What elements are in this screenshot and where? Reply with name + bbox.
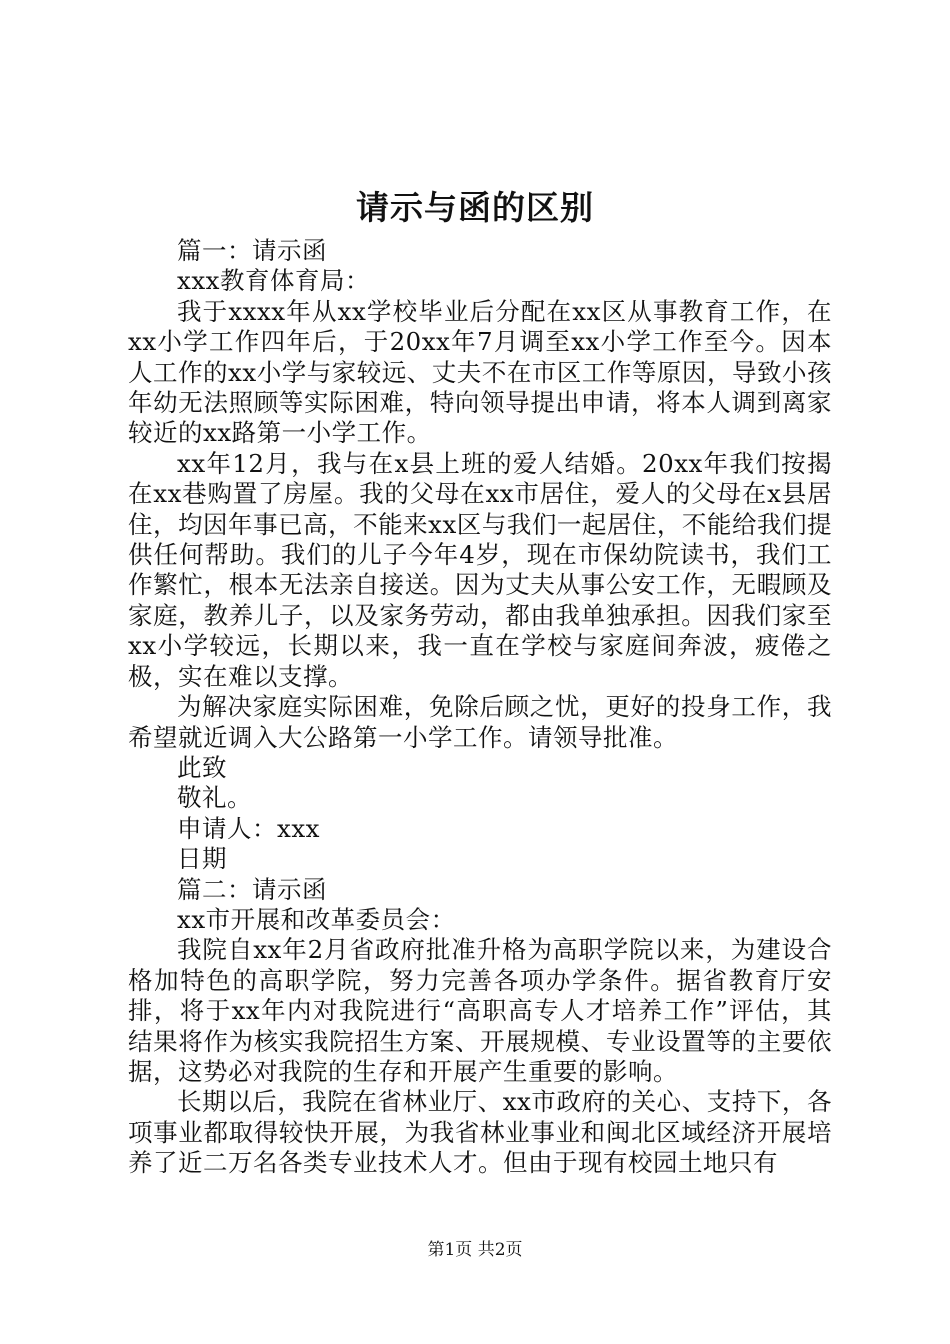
section-heading: 篇一：请示函: [177, 236, 327, 265]
document-body: [128, 236, 832, 1179]
body-paragraph: xx年12月，我与在x县上班的爱人结婚。20xx年我们按揭在xx巷购置了房屋。我的父母在xx市居住，爱人的父母在x县居住，均因年事已高，不能来xx区与我们一起居住，不能给我们提供任何帮助。我们的儿子今年4岁，现在市保幼院读书，我们工作繁忙，根本无法亲自接送。因为丈夫从事公安工作，无暇顾及家庭，教养儿子，以及家务劳动，都由我单独承担。因我们家至xx小学较远，长期以来，我一直在学校与家庭间奔波，疲倦之极，实在难以支撑。: [128, 448, 832, 691]
body-paragraph: 我于xxxx年从xx学校毕业后分配在xx区从事教育工作，在xx小学工作四年后，于20xx年7月调至xx小学工作至今。因本人工作的xx小学与家较远、丈夫不在市区工作等原因，导致小孩年幼无法照顾等实际困难，特向领导提出申请，将本人调到离家较近的xx路第一小学工作。: [128, 296, 832, 448]
page-footer: 第1页 共2页: [427, 1240, 523, 1260]
addressee: xx市开展和改革委员会：: [177, 904, 456, 934]
applicant-line: 申请人：xxx: [177, 813, 320, 843]
body-paragraph: 长期以后，我院在省林业厅、xx市政府的关心、支持下，各项事业都取得较快开展，为我省林业事业和闽北区域经济开展培养了近二万名各类专业技术人才。但由于现有校园土地只有: [128, 1087, 832, 1178]
addressee: xxx教育体育局：: [177, 266, 370, 296]
body-paragraph: 我院自xx年2月省政府批准升格为高职学院以来，为建设合格加特色的高职学院，努力完善各项办学条件。据省教育厅安排，将于xx年内对我院进行“高职高专人才培养工作”评估，其结果将作为核实我院招生方案、开展规模、专业设置等的主要依据，这势必对我院的生存和开展产生重要的影响。: [128, 935, 832, 1086]
date-line: 日期: [177, 844, 227, 874]
page-title: 请示与函的区别: [356, 188, 594, 227]
closing-line: 此致: [177, 752, 227, 782]
salutation: 敬礼。: [177, 783, 252, 813]
body-paragraph: 为解决家庭实际困难，免除后顾之忧，更好的投身工作，我希望就近调入大公路第一小学工作。请领导批准。: [128, 692, 832, 752]
section-heading: 篇二：请示函: [177, 874, 327, 904]
